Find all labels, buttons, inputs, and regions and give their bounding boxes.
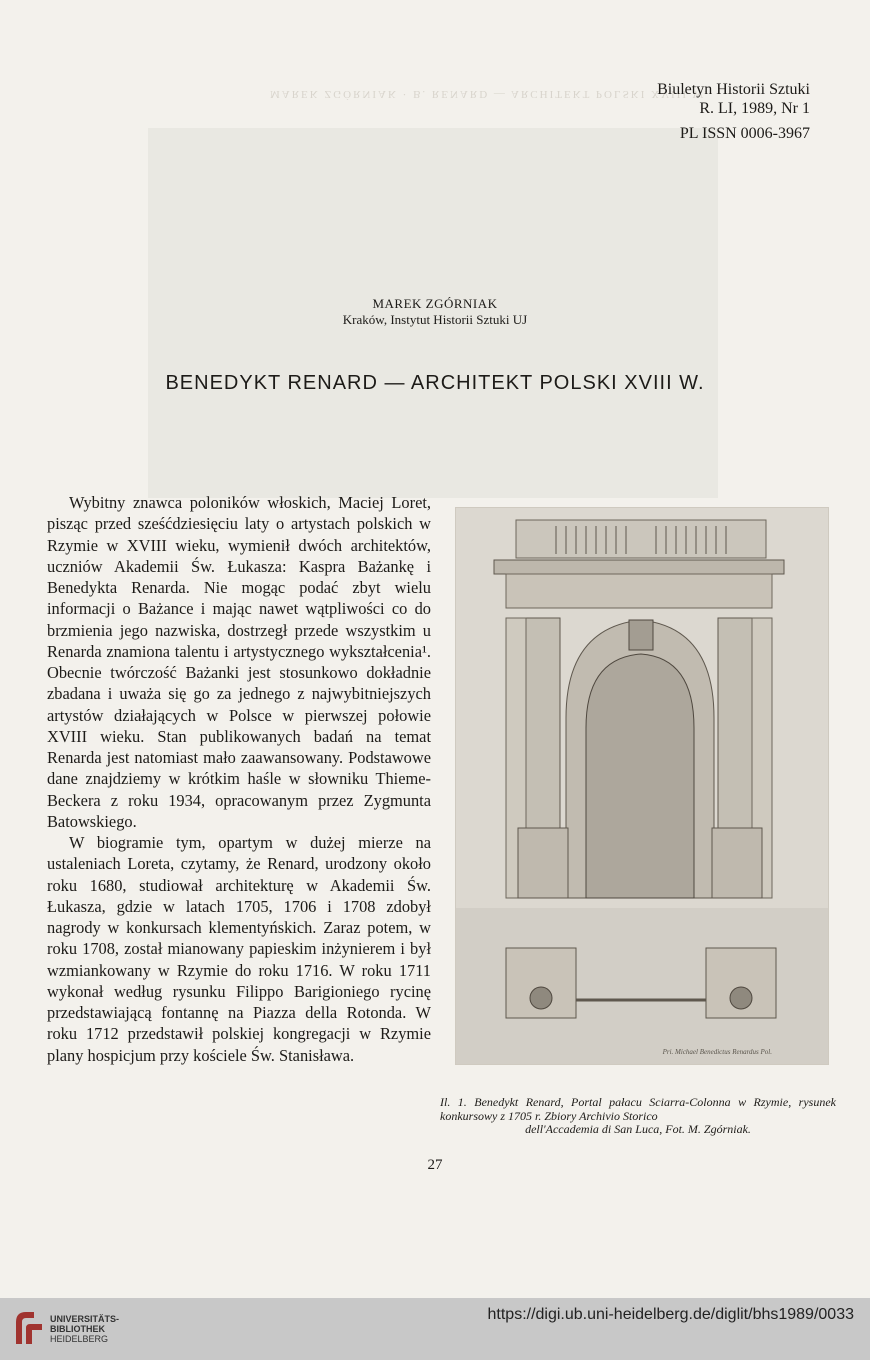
article-title: BENEDYKT RENARD — ARCHITEKT POLSKI XVIII W. (165, 372, 705, 394)
library-line-2: BIBLIOTHEK (50, 1324, 105, 1334)
journal-issn: PL ISSN 0006-3967 (679, 125, 810, 142)
portal-drawing (456, 508, 828, 1064)
author-name: MAREK ZGÓRNIAK (372, 296, 498, 311)
journal-volume: R. LI, 1989, Nr 1 (699, 100, 810, 117)
caption-last-line: dell'Accademia di San Luca, Fot. M. Zgórniak. (525, 1122, 751, 1136)
paragraph: Wybitny znawca poloników włoskich, Maciej Loret, pisząc przed sześćdziesięciu laty o artystach polskich w Rzymie w XVIII wieku, wymienił dwóch architektów, uczniów Akademii Św. Łukasza: Kaspra Bażankę i Benedykta Renarda. Nie mogąc podać zbyt wielu informacji o Bażance i mając nawet wątpliwości co do brzmienia jego nazwiska, dostrzegł przede wszystkim u Renarda znamiona talentu i artystycznego wykształcenia¹. Obecnie twórczość Bażanki jest stosunkowo dokładnie zbadana i uważa się go za jednego z najwybitniejszych artystów działających w Polsce w pierwszej połowie XVIII wieku. Stan publikowanych badań na temat Renarda jest natomiast mało zaawansowany. Podstawowe dane znajdziemy w krótkim haśle w słowniku Thieme-Beckera z roku 1934, opracowanym przez Zygmunta Batowskiego. (47, 493, 431, 831)
library-logo-icon (12, 1308, 46, 1348)
article-body (47, 492, 431, 1066)
journal-header (657, 80, 810, 143)
journal-name: Biuletyn Historii Sztuki (657, 81, 810, 98)
footer-bar (0, 1298, 870, 1360)
library-line-1: UNIVERSITÄTS- (50, 1314, 120, 1324)
drawing-inscription: Pri. Michael Benedictus Renardus Pol. (662, 1048, 772, 1056)
library-line-3: HEIDELBERG (50, 1334, 109, 1344)
caption-text: Il. 1. Benedykt Renard, Portal pałacu Sciarra-Colonna w Rzymie, rysunek konkursowy z 1705 r. Zbiory Archivio Storico (440, 1095, 836, 1123)
bleed-through-text: MAREK ZGÓRNIAK · B. RENARD — ARCHITEKT POLSKI XVIII W. (270, 88, 709, 100)
page-number: 27 (427, 1157, 443, 1173)
source-url-link[interactable]: https://digi.ub.uni-heidelberg.de/diglit/bhs1989/0033 (487, 1306, 854, 1323)
library-name (50, 1314, 119, 1344)
portal-drawing-figure (455, 507, 829, 1065)
figure-caption (440, 1096, 836, 1137)
author-affiliation: Kraków, Instytut Historii Sztuki UJ (342, 312, 528, 327)
paragraph: W biogramie tym, opartym w dużej mierze na ustaleniach Loreta, czytamy, że Renard, urodzony około roku 1680, studiował architekturę w Akademii Św. Łukasza, gdzie w latach 1705, 1706 i 1708 zdobył nagrody w konkursach klementyńskich. Zaraz potem, w roku 1708, został mianowany papieskim inżynierem i był wzmiankowany w Rzymie do roku 1716. W roku 1711 wykonał według rysunku Filippo Barigioniego rycinę przedstawiającą fontannę na Piazza della Rotonda. W roku 1712 przedstawił polskiej kongregacji w Rzymie plany hospicjum przy kościele Św. Stanisława. (47, 833, 431, 1065)
